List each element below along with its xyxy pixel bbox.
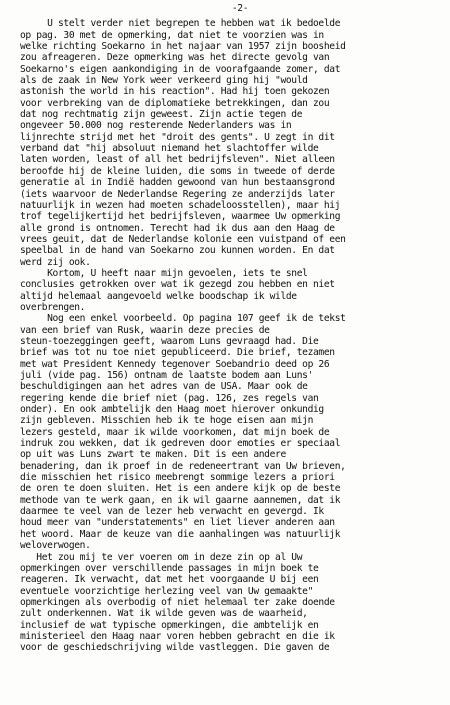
text-line: daarmee te veel van de lezer heb verwacht en gevergd. Ik <box>20 506 324 518</box>
letter-body <box>20 18 440 653</box>
text-line: lijnrechte strijd met het "droit des gents". U zegt in dit <box>20 131 335 143</box>
text-line: Nog een enkel voorbeeld. Op pagina 107 geef ik de tekst <box>20 313 346 325</box>
text-line: alle grond is ontnomen. Terecht had ik dus aan den Haag de <box>20 222 335 234</box>
text-line: opmerkingen over verschillende passages in mijn boek te <box>20 562 319 574</box>
text-line: beschuldigingen aan het adres van de USA. Maar ook de <box>20 381 308 393</box>
text-line: ministerieel den Haag naar voren hebben gebracht en die ik <box>20 630 335 642</box>
text-line: (iets waarvoor de Nederlandse Regering ze anderzijds later <box>20 188 335 200</box>
text-line: van een brief van Rusk, waarin deze precies de <box>20 324 270 336</box>
text-line: vrees geuit, dat de Nederlandse kolonie een vuistpand of een <box>20 233 346 245</box>
text-line: het woord. Maar de keuze van die aanhalingen was natuurlijk <box>20 528 341 540</box>
text-line: indruk zou wekken, dat ik gedreven door emoties er speciaal <box>20 438 341 450</box>
text-line: overbrengen. <box>20 301 86 313</box>
text-line: ongeveer 50.000 nog resterende Nederlanders was in <box>20 120 292 132</box>
text-line: op uit was Luns zwart te maken. Dit is een andere <box>20 449 286 461</box>
text-line: inclusief de wat typische opmerkingen, die ambtelijk en <box>20 619 319 631</box>
text-line: generatie al in Indië hadden gewoond van hun bestaansgrond <box>20 177 335 189</box>
text-line: benadering, dan ik proef in de redeneertrant van Uw brieven, <box>20 460 346 472</box>
text-line: altijd helemaal aangevoeld welke boodschap ik wilde <box>20 290 297 302</box>
text-line: brief was tot nu toe niet gepubliceerd. Die brief, tezamen <box>20 347 335 359</box>
text-line: zult onderkennen. Wat ik wilde geven was de waarheid, <box>20 608 308 620</box>
text-line: trof tegelijkertijd het bedrijfsleven, waarmee Uw opmerking <box>20 211 341 223</box>
text-line: onder). En ook ambtelijk den Haag moet hierover onkundig <box>20 404 324 416</box>
text-line: natuurlijk in wezen had moeten schadeloosstellen), maar hij <box>20 199 341 211</box>
text-line: methode van te werk gaan, en ik wil gaarne aannemen, dat ik <box>20 494 341 506</box>
text-line: astonish the world in his reaction". Had hij toen gekozen <box>20 86 330 98</box>
text-line: opmerkingen als overbodig of niet helemaal ter zake doende <box>20 596 335 608</box>
text-line: dat nog rechtmatig zijn geweest. Zijn actie tegen de <box>20 109 303 121</box>
text-line: laten worden, least of all het bedrijfsleven". Niet alleen <box>20 154 335 166</box>
text-line: voor de geschiedschrijving wilde vastleggen. Die gaven de <box>20 642 330 654</box>
text-line: lezers gesteld, maar ik wilde voorkomen, dat mijn boek de <box>20 426 330 438</box>
text-line: steun-toezeggingen geeft, waarom Luns gevraagd had. Die <box>20 335 319 347</box>
text-line: speelbal in de hand van Soekarno zou kunnen worden. En dat <box>20 245 335 257</box>
text-line: regering kende die brief niet (pag. 126, zes regels van <box>20 392 319 404</box>
page-number: -2- <box>231 3 249 14</box>
text-line: eventuele voorzichtige herlezing veel van Uw gemaakte" <box>20 585 314 597</box>
text-line: Het zou mij te ver voeren om in deze zin op al Uw <box>20 551 303 563</box>
text-line: als de zaak in New York weer verkeerd ging hij "would <box>20 75 308 87</box>
text-line: zou afreageren. Deze opmerking was het directe gevolg van <box>20 52 330 64</box>
text-line: zijn gebleven. Misschien heb ik te hoge eisen aan mijn <box>20 415 314 427</box>
text-line: welke richting Soekarno in het najaar van 1957 zijn boosheid <box>20 41 346 53</box>
text-line: juli (vide pag. 156) ontnam de laatste bodem aan Luns' <box>20 370 314 381</box>
text-line: op pag. 30 met de opmerking, dat niet te voorzien was in <box>20 29 324 41</box>
text-line: reageren. Ik verwacht, dat met het voorgaande U bij een <box>20 574 319 586</box>
text-line: werd zij ook. <box>20 256 91 268</box>
text-line: met wat President Kennedy tegenover Soebandrio deed op 26 <box>20 358 330 370</box>
text-line: voor verbreking van de diplomatieke betrekkingen, dan zou <box>20 97 330 109</box>
text-line: die misschien het risico meebrengt sommige lezers a priori <box>20 472 335 484</box>
text-line: de oren te doen sluiten. Het is een andere kijk op de beste <box>20 483 341 495</box>
text-line: houd meer van "understatements" en liet liever anderen aan <box>20 517 335 529</box>
text-line: beroofde hij de kleine luiden, die soms in tweede of derde <box>20 165 335 177</box>
text-line: weloverwogen. <box>20 540 91 552</box>
text-line: Soekarno's eigen aankondiging in de voorafgaande zomer, dat <box>20 63 341 75</box>
text-line: U stelt verder niet begrepen te hebben wat ik bedoelde <box>20 18 341 30</box>
text-line: verband dat "hij absoluut niemand het slachtoffer wilde <box>20 143 319 155</box>
text-line: conclusies getrokken over wat ik gezegd zou hebben en niet <box>20 279 335 291</box>
text-line: Kortom, U heeft naar mijn gevoelen, iets te snel <box>20 267 308 279</box>
